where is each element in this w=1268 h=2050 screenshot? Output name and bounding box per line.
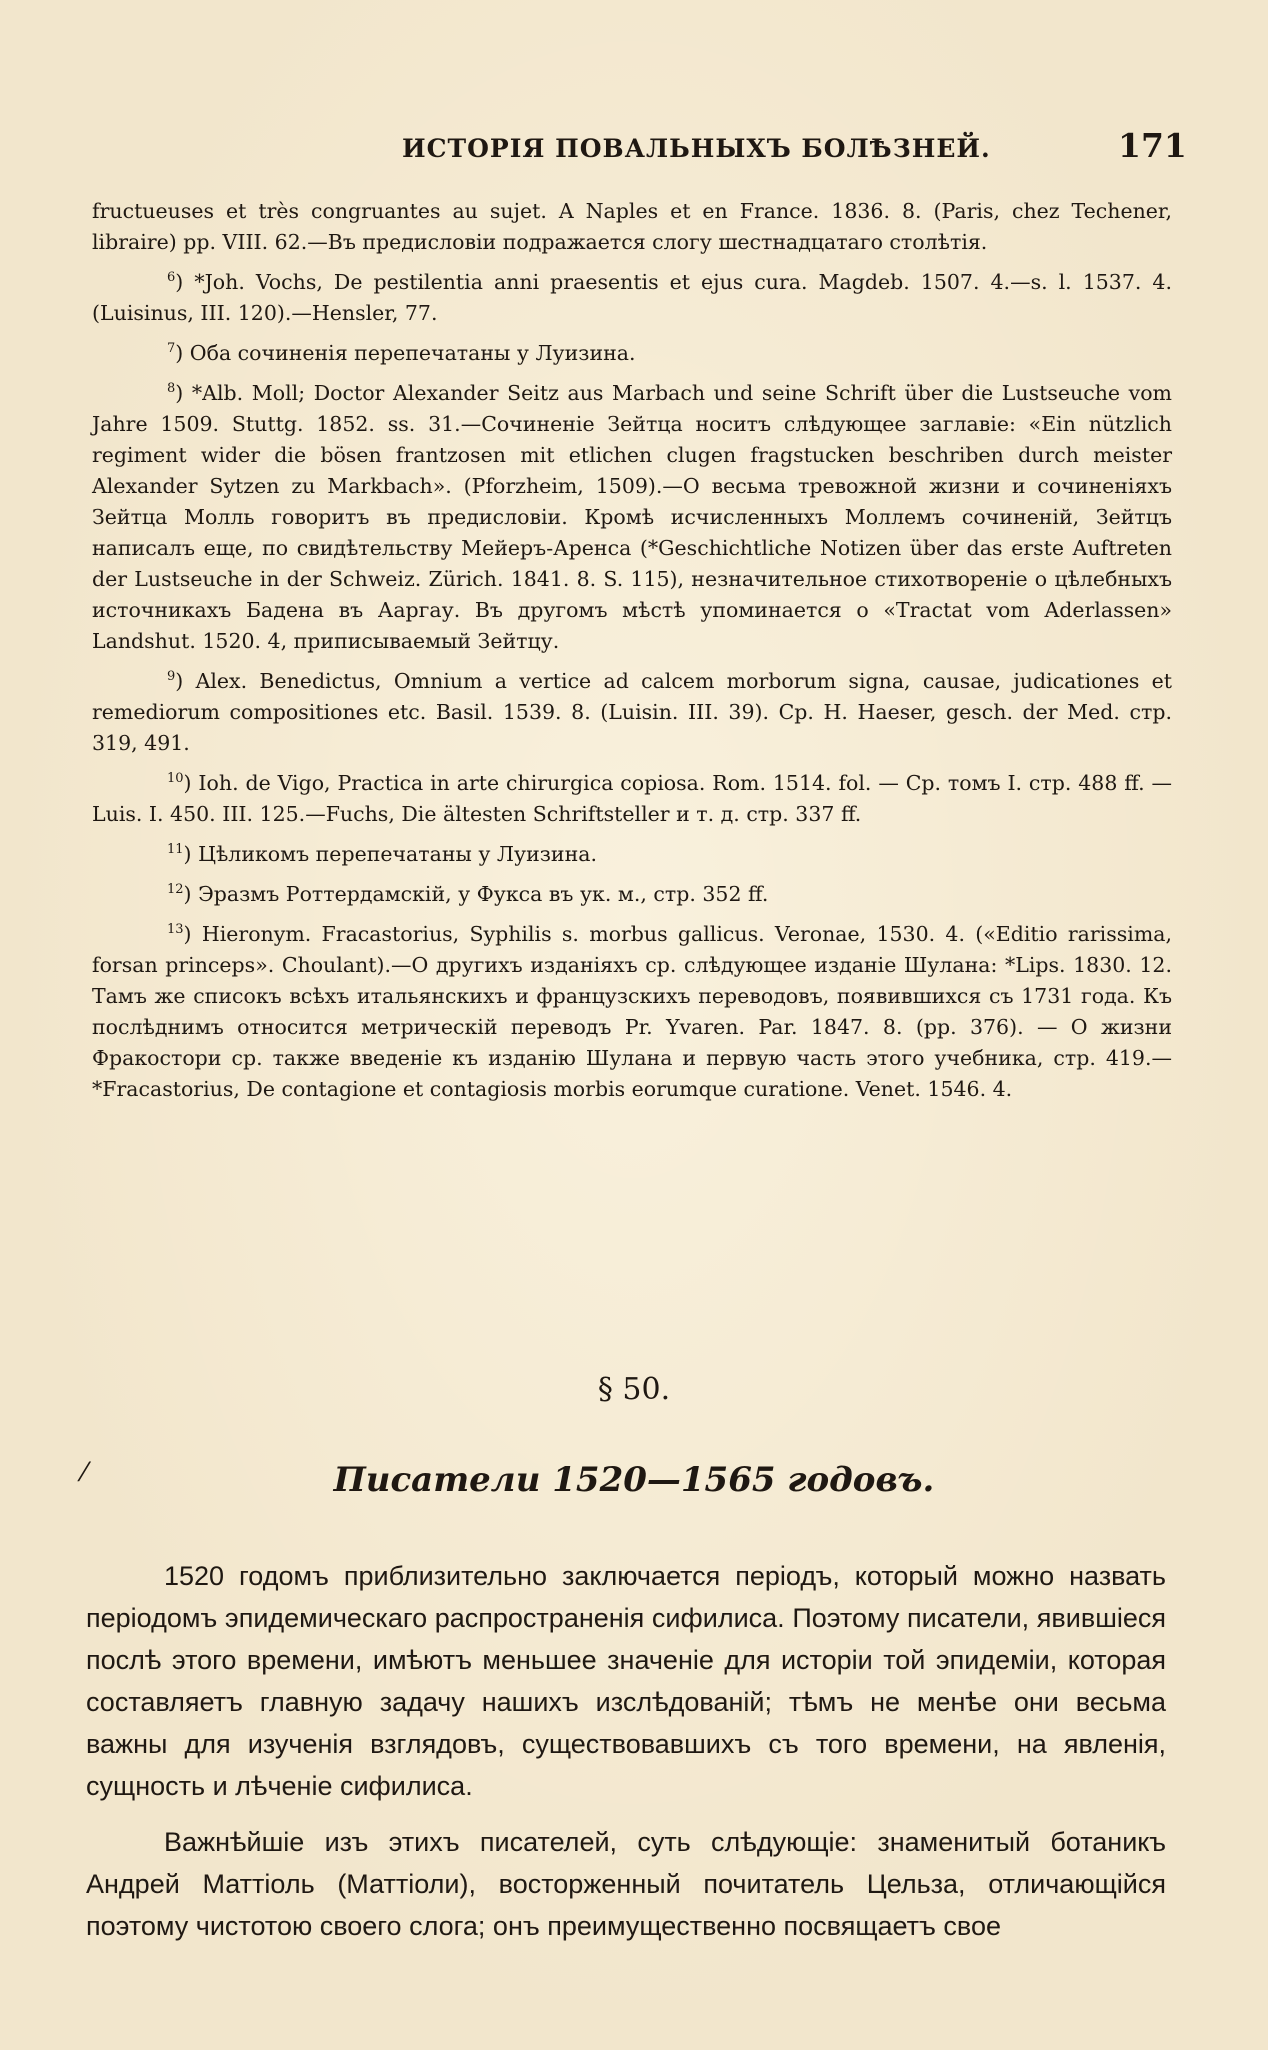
footnote-text: Оба сочиненія перепечатаны у Луизина. [189, 341, 636, 365]
footnote-text: Ioh. de Vigo, Practica in arte chirurgica copiosa. Rom. 1514. fol. — Ср. томъ I. стр. 488 ff. — Luis. I. 450. III. 125.—Fuchs, Die ältesten Schriftsteller и т. д. стр. 337 ff. [92, 771, 1172, 826]
running-title: ИСТОРІЯ ПОВАЛЬНЫХЪ БОЛѢЗНЕЙ. [402, 134, 991, 163]
stray-pen-mark: ⁄ [82, 1458, 87, 1488]
footnote-text: fructueuses et très congruantes au sujet. A Naples et en France. 1836. 8. (Paris, chez Techener, libraire) pp. VIII. 62.—Въ предисловіи подражается слогу шестнадцатаго столѣтія. [92, 199, 1172, 254]
section-mark: § 50. [597, 1372, 671, 1407]
footnote-marker: 8 [167, 381, 176, 397]
footnote-continuation [92, 196, 1172, 258]
footnote-marker: 10 [167, 771, 184, 787]
footnote-text: Цѣликомъ перепечатаны у Луизина. [198, 842, 597, 866]
footnote-marker: 12 [167, 882, 184, 898]
footnote-text: Эразмъ Роттердамскій, у Фукса въ ук. м., стр. 352 ff. [198, 882, 769, 906]
footnote-12: $^{12}$) Эразмъ Роттердамскій, у Фукса въ ук. м., стр. 352 ff. [167, 882, 769, 906]
page-number: 171 [1118, 126, 1187, 165]
footnote-7: $^7$) Оба сочиненія перепечатаны у Луизина. [167, 341, 636, 365]
footnote-10: $^{10}$) Ioh. de Vigo, Practica in arte chirurgica copiosa. Rom. 1514. fol. — Ср. томъ I. стр. 488 ff. — Luis. I. 450. III. 125.—Fuchs, Die ältesten Schriftsteller и т. д. стр. 337 ff. [92, 771, 1172, 826]
footnotes [92, 196, 1172, 1114]
body-text [86, 1555, 1166, 1961]
footnote-text: *Alb. Moll; Doctor Alexander Seitz aus Marbach und seine Schrift über die Lustseuche vom Jahre 1509. Stuttg. 1852. ss. 31.—Сочиненіе Зейтца носитъ слѣдующее заглавіе: «Ein nützlich regiment wider die bösen frantzosen mit etlichen clugen fragstucken beschriben durch meister Alexander Sytzen zu Markbach». (Pforzheim, 1509).—О весьма тревожной жизни и сочиненіяхъ Зейтца Молль говоритъ въ предисловіи. Кромѣ исчисленныхъ Моллемъ сочиненій, Зейтцъ написалъ еще, по свидѣтельству Мейеръ-Аренса (*Geschichtliche Notizen über das erste Auftreten der Lustseuche in der Schweiz. Zürich. 1841. 8. S. 115), незначительное стихотвореніе о цѣлебныхъ источникахъ Бадена въ Ааргау. Въ другомъ мѣстѣ упоминается о «Tractat vom Aderlassen» Landshut. 1520. 4, приписываемый Зейтцу. [92, 381, 1172, 653]
running-head [0, 124, 1268, 172]
section-title: Писатели 1520—1565 годовъ. [333, 1460, 935, 1500]
footnote-11: $^{11}$) Цѣликомъ перепечатаны у Луизина. [167, 842, 597, 866]
footnote-text: *Joh. Vochs, De pestilentia anni praesentis et ejus cura. Magdeb. 1507. 4.—s. l. 1537. 4. (Luisinus, III. 120).—Hensler, 77. [92, 270, 1172, 325]
footnote-13: $^{13}$) Hieronym. Fracastorius, Syphilis s. morbus gallicus. Veronae, 1530. 4. («Editio rarissima, forsan princeps». Choulant).—О другихъ изданіяхъ ср. слѣдующее изданіе Шулана: *Lips. 1830. 12. Тамъ же списокъ всѣхъ итальянскихъ и французскихъ переводовъ, появившихся съ 1731 года. Къ послѣднимъ относится метрическій переводъ Pr. Yvaren. Par. 1847. 8. (pp. 376). — О жизни Фракостори ср. также введеніе къ изданію Шулана и первую часть этого учебника, стр. 419.—*Fracastorius, De contagione et contagiosis morbis eorumque curatione. Venet. 1546. 4. [92, 922, 1172, 1101]
footnote-marker: 11 [167, 842, 184, 858]
footnote-text: Hieronym. Fracastorius, Syphilis s. morbus gallicus. Veronae, 1530. 4. («Editio rarissima, forsan princeps». Choulant).—О другихъ изданіяхъ ср. слѣдующее изданіе Шулана: *Lips. 1830. 12. Тамъ же списокъ всѣхъ итальянскихъ и французскихъ переводовъ, появившихся съ 1731 года. Къ послѣднимъ относится метрическій переводъ Pr. Yvaren. Par. 1847. 8. (pp. 376). — О жизни Фракостори ср. также введеніе къ изданію Шулана и первую часть этого учебника, стр. 419.—*Fracastorius, De contagione et contagiosis morbis eorumque curatione. Venet. 1546. 4. [92, 922, 1172, 1101]
body-paragraph: 1520 годомъ приблизительно заключается періодъ, который можно назвать періодомъ эпидемическаго распространенія сифилиса. Поэтому писатели, явившіеся послѣ этого времени, имѣютъ меньшее значеніе для исторіи той эпидеміи, которая составляетъ главную задачу нашихъ изслѣдованій; тѣмъ не менѣе они весьма важны для изученія взглядовъ, существовавшихъ съ того времени, на явленія, сущность и лѣченіе сифилиса. [86, 1561, 1166, 1801]
footnote-text: Alex. Benedictus, Omnium a vertice ad calcem morborum signa, causae, judicationes et remediorum compositiones etc. Basil. 1539. 8. (Luisin. III. 39). Ср. H. Haeser, gesch. der Med. стр. 319, 491. [92, 669, 1173, 755]
body-paragraph: Важнѣйшіе изъ этихъ писателей, суть слѣдующіе: знаменитый ботаникъ Андрей Маттіоль (Маттіоли), восторженный почитатель Цельза, отличающійся поэтому чистотою своего слога; онъ преимущественно посвящаетъ свое [86, 1827, 1166, 1941]
footnote-marker: 7 [167, 341, 176, 357]
footnote-6: $^6$) *Joh. Vochs, De pestilentia anni praesentis et ejus cura. Magdeb. 1507. 4.—s. l. 1537. 4. (Luisinus, III. 120).—Hensler, 77. [92, 270, 1172, 325]
footnote-8: $^8$) *Alb. Moll; Doctor Alexander Seitz aus Marbach und seine Schrift über die Lustseuche vom Jahre 1509. Stuttg. 1852. ss. 31.—Сочиненіе Зейтца носитъ слѣдующее заглавіе: «Ein nützlich regiment wider die bösen frantzosen mit etlichen clugen fragstucken beschriben durch meister Alexander Sytzen zu Markbach». (Pforzheim, 1509).—О весьма тревожной жизни и сочиненіяхъ Зейтца Молль говоритъ въ предисловіи. Кромѣ исчисленныхъ Моллемъ сочиненій, Зейтцъ написалъ еще, по свидѣтельству Мейеръ-Аренса (*Geschichtliche Notizen über das erste Auftreten der Lustseuche in der Schweiz. Zürich. 1841. 8. S. 115), незначительное стихотвореніе о цѣлебныхъ источникахъ Бадена въ Ааргау. Въ другомъ мѣстѣ упоминается о «Tractat vom Aderlassen» Landshut. 1520. 4, приписываемый Зейтцу. [92, 381, 1172, 653]
footnote-9: $^9$) Alex. Benedictus, Omnium a vertice ad calcem morborum signa, causae, judicationes et remediorum compositiones etc. Basil. 1539. 8. (Luisin. III. 39). Ср. H. Haeser, gesch. der Med. стр. 319, 491. [92, 669, 1173, 755]
footnote-marker: 13 [167, 922, 184, 938]
footnote-marker: 9 [167, 669, 176, 685]
footnote-marker: 6 [167, 270, 176, 286]
